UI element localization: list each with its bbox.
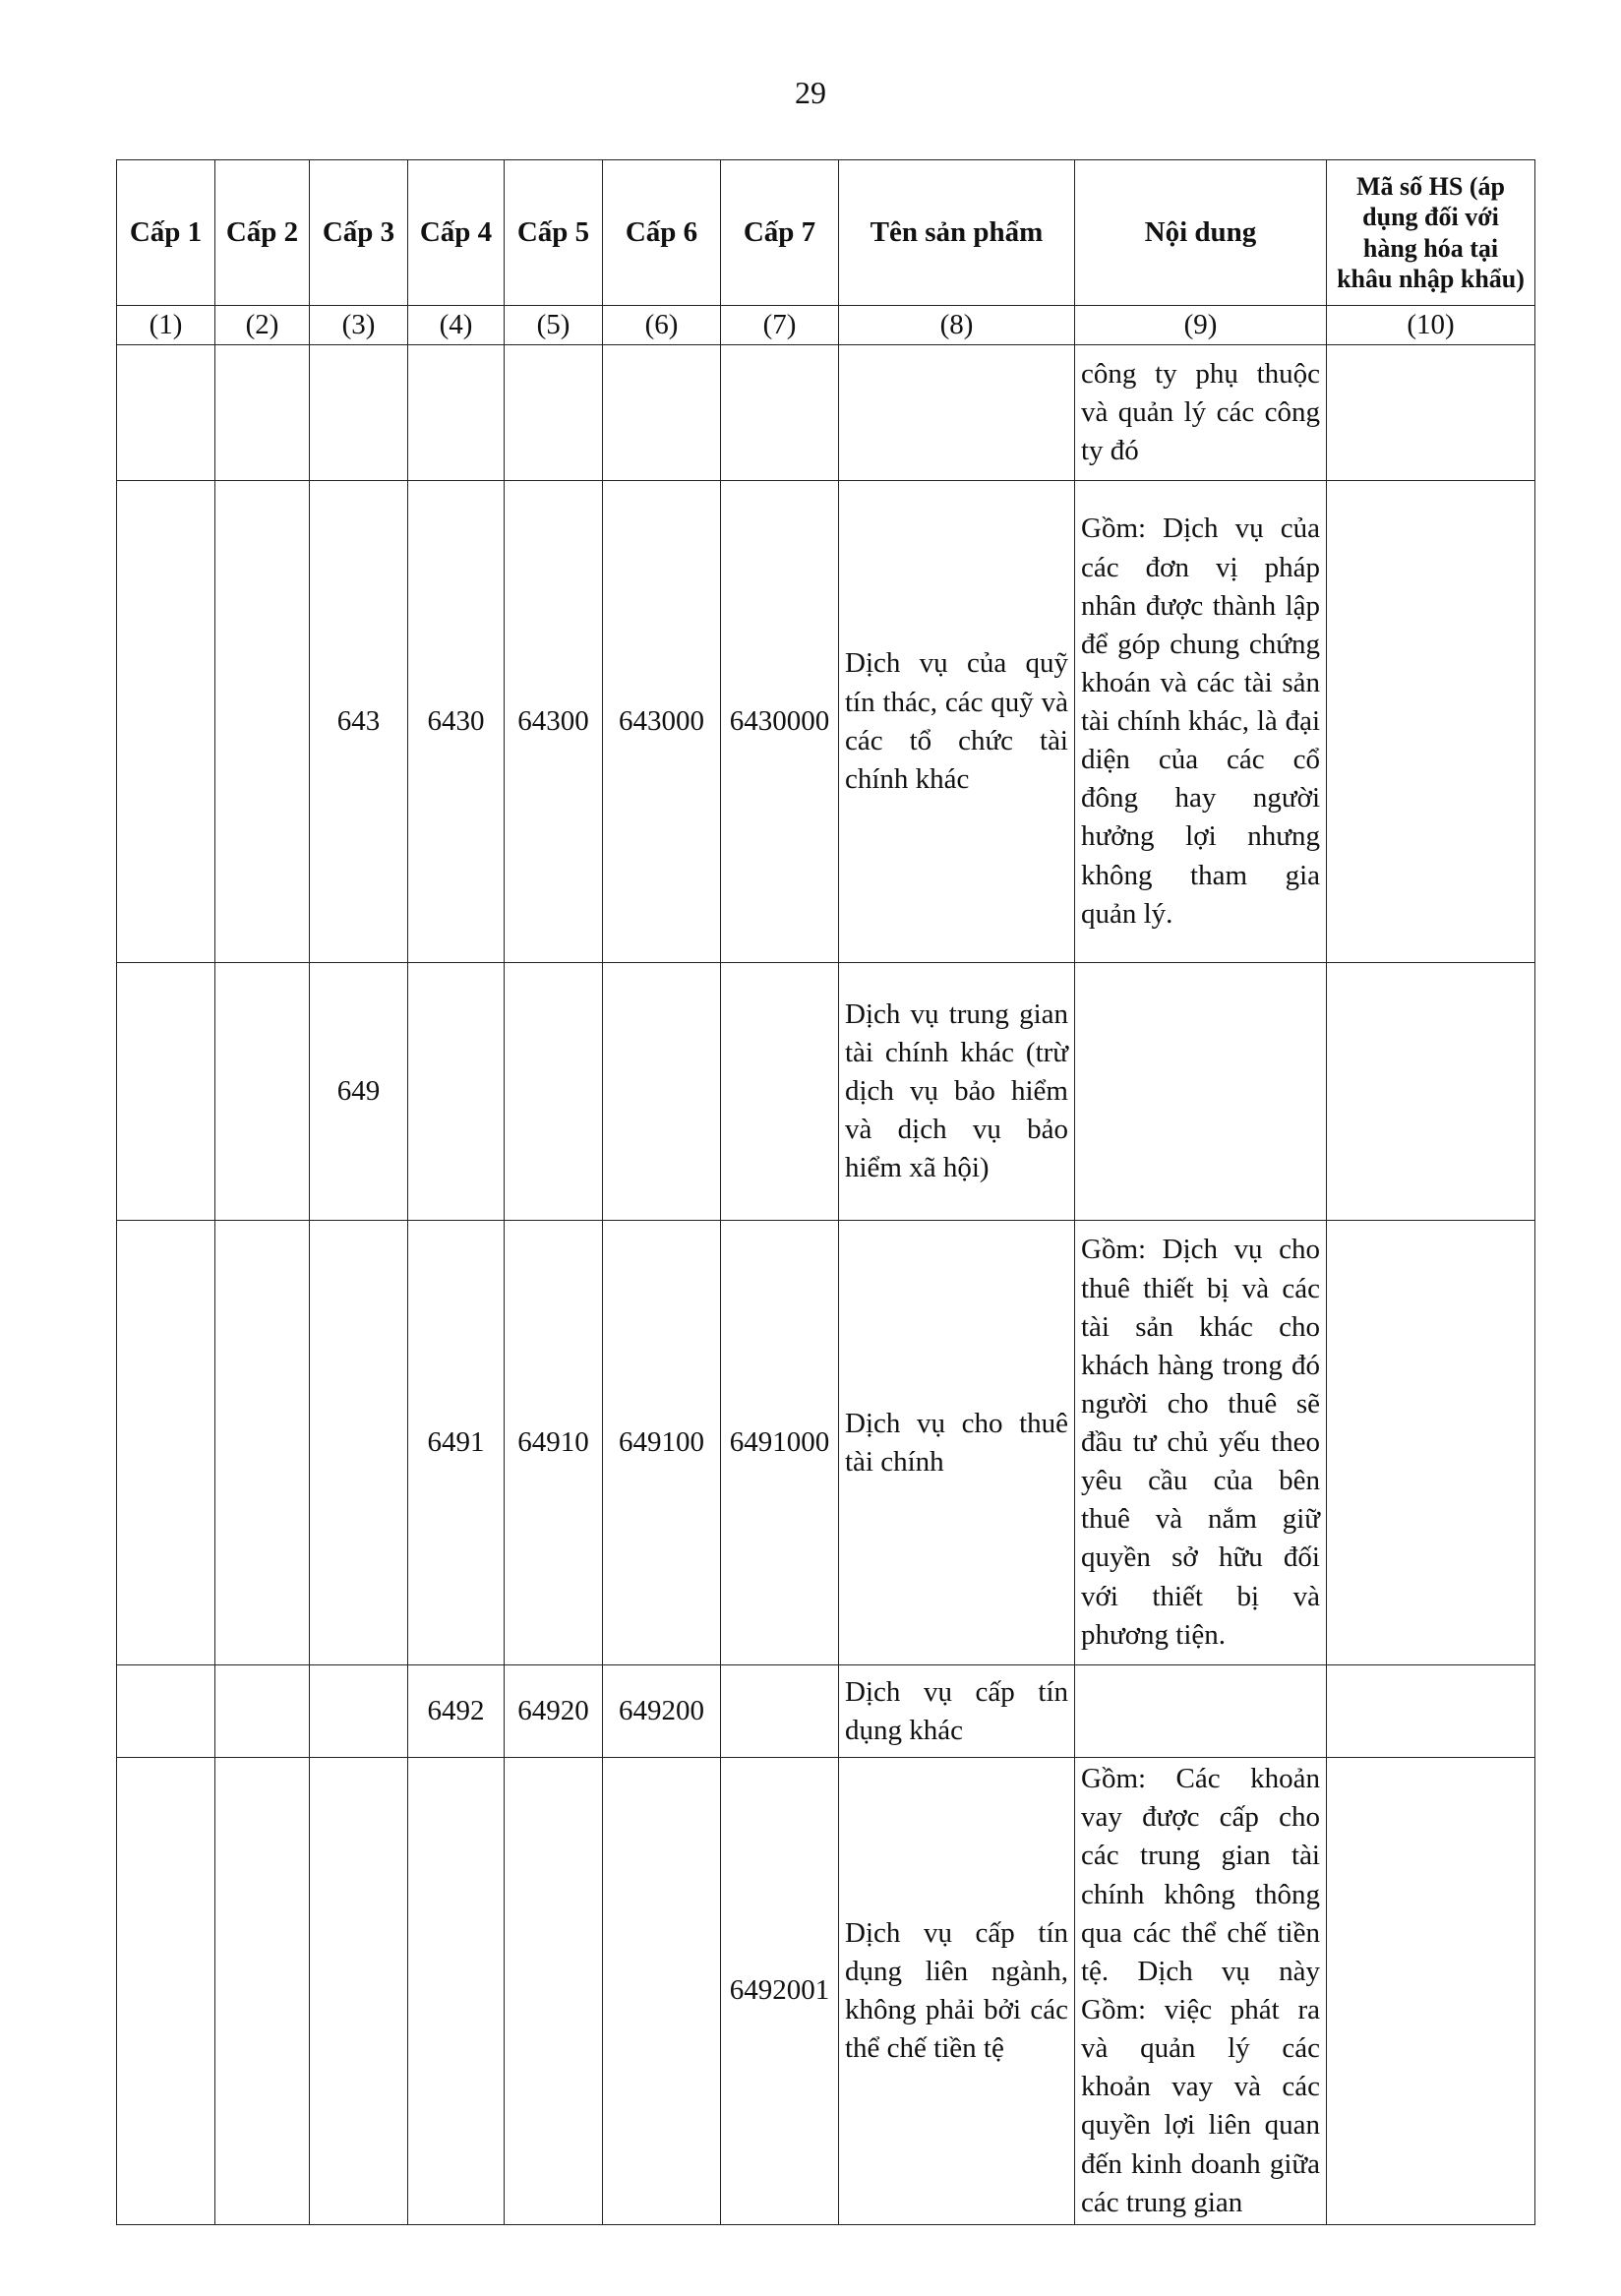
column-number: (1) <box>117 306 215 345</box>
cell-cap2 <box>215 963 310 1221</box>
cell-cap5: 64300 <box>505 481 603 963</box>
cell-cap6 <box>603 1758 721 2225</box>
cell-cap2 <box>215 1221 310 1665</box>
cell-cap1 <box>117 1221 215 1665</box>
table-row <box>117 963 1535 1221</box>
cell-content: Gồm: Các khoản vay được cấp cho các trung gian tài chính không thông qua các thể chế tiền tệ. Dịch vụ này Gồm: việc phát ra và quản lý các khoản vay và các quyền lợi liên quan đến kinh doanh giữa các trung gian <box>1075 1758 1327 2225</box>
cell-cap6 <box>603 345 721 481</box>
cell-cap4: 6492 <box>408 1665 505 1758</box>
column-number: (5) <box>505 306 603 345</box>
header-cap4: Cấp 4 <box>408 160 505 306</box>
cell-cap5: 64910 <box>505 1221 603 1665</box>
header-content: Nội dung <box>1075 160 1327 306</box>
cell-cap5 <box>505 1758 603 2225</box>
cell-product-name: Dịch vụ cho thuê tài chính <box>839 1221 1075 1665</box>
cell-cap7: 6430000 <box>721 481 839 963</box>
page-number: 29 <box>795 75 826 110</box>
cell-cap2 <box>215 345 310 481</box>
cell-content: Gồm: Dịch vụ của các đơn vị pháp nhân được thành lập để góp chung chứng khoán và các tài sản tài chính khác, là đại diện của các cổ đông hay người hưởng lợi nhưng không tham gia quản lý. <box>1075 481 1327 963</box>
cell-product-name: Dịch vụ cấp tín dụng khác <box>839 1665 1075 1758</box>
header-cap6: Cấp 6 <box>603 160 721 306</box>
cell-cap1 <box>117 345 215 481</box>
cell-hs-code <box>1327 1221 1535 1665</box>
column-number: (2) <box>215 306 310 345</box>
cell-cap3: 643 <box>310 481 408 963</box>
cell-hs-code <box>1327 345 1535 481</box>
column-number-row <box>117 306 1535 345</box>
cell-hs-code <box>1327 1758 1535 2225</box>
header-cap5: Cấp 5 <box>505 160 603 306</box>
cell-cap5 <box>505 963 603 1221</box>
cell-cap4 <box>408 1758 505 2225</box>
table-row <box>117 1758 1535 2225</box>
column-number: (8) <box>839 306 1075 345</box>
header-product-name: Tên sản phẩm <box>839 160 1075 306</box>
cell-cap6: 649200 <box>603 1665 721 1758</box>
column-number: (3) <box>310 306 408 345</box>
cell-cap3 <box>310 1221 408 1665</box>
cell-cap1 <box>117 1665 215 1758</box>
cell-cap7 <box>721 345 839 481</box>
cell-content <box>1075 963 1327 1221</box>
cell-cap4 <box>408 963 505 1221</box>
header-cap2: Cấp 2 <box>215 160 310 306</box>
column-number: (4) <box>408 306 505 345</box>
cell-cap4: 6491 <box>408 1221 505 1665</box>
cell-product-name: Dịch vụ cấp tín dụng liên ngành, không phải bởi các thể chế tiền tệ <box>839 1758 1075 2225</box>
cell-content <box>1075 1665 1327 1758</box>
cell-content: công ty phụ thuộc và quản lý các công ty đó <box>1075 345 1327 481</box>
header-cap7: Cấp 7 <box>721 160 839 306</box>
cell-content: Gồm: Dịch vụ cho thuê thiết bị và các tài sản khác cho khách hàng trong đó người cho thuê sẽ đầu tư chủ yếu theo yêu cầu của bên thuê và nắm giữ quyền sở hữu đối với thiết bị và phương tiện. <box>1075 1221 1327 1665</box>
cell-hs-code <box>1327 481 1535 963</box>
cell-cap1 <box>117 1758 215 2225</box>
column-number: (7) <box>721 306 839 345</box>
header-cap3: Cấp 3 <box>310 160 408 306</box>
header-hs-code: Mã số HS (áp dụng đối với hàng hóa tại khâu nhập khẩu) <box>1327 160 1535 306</box>
cell-product-name <box>839 345 1075 481</box>
cell-product-name: Dịch vụ trung gian tài chính khác (trừ dịch vụ bảo hiểm và dịch vụ bảo hiểm xã hội) <box>839 963 1075 1221</box>
table-row <box>117 1221 1535 1665</box>
cell-hs-code <box>1327 963 1535 1221</box>
cell-cap3 <box>310 1665 408 1758</box>
cell-cap7 <box>721 963 839 1221</box>
cell-cap3 <box>310 345 408 481</box>
cell-cap6: 643000 <box>603 481 721 963</box>
cell-cap6 <box>603 963 721 1221</box>
column-number: (9) <box>1075 306 1327 345</box>
cell-cap2 <box>215 1758 310 2225</box>
table-row <box>117 1665 1535 1758</box>
table-row <box>117 481 1535 963</box>
product-code-table <box>116 159 1535 2225</box>
cell-cap1 <box>117 481 215 963</box>
cell-cap7: 6492001 <box>721 1758 839 2225</box>
cell-product-name: Dịch vụ của quỹ tín thác, các quỹ và các tổ chức tài chính khác <box>839 481 1075 963</box>
cell-cap3: 649 <box>310 963 408 1221</box>
cell-cap4: 6430 <box>408 481 505 963</box>
cell-cap3 <box>310 1758 408 2225</box>
column-number: (10) <box>1327 306 1535 345</box>
cell-cap5 <box>505 345 603 481</box>
cell-cap7: 6491000 <box>721 1221 839 1665</box>
header-cap1: Cấp 1 <box>117 160 215 306</box>
cell-cap2 <box>215 1665 310 1758</box>
cell-cap4 <box>408 345 505 481</box>
cell-hs-code <box>1327 1665 1535 1758</box>
column-number: (6) <box>603 306 721 345</box>
cell-cap1 <box>117 963 215 1221</box>
cell-cap2 <box>215 481 310 963</box>
table-row <box>117 345 1535 481</box>
cell-cap5: 64920 <box>505 1665 603 1758</box>
cell-cap6: 649100 <box>603 1221 721 1665</box>
cell-cap7 <box>721 1665 839 1758</box>
header-row <box>117 160 1535 306</box>
